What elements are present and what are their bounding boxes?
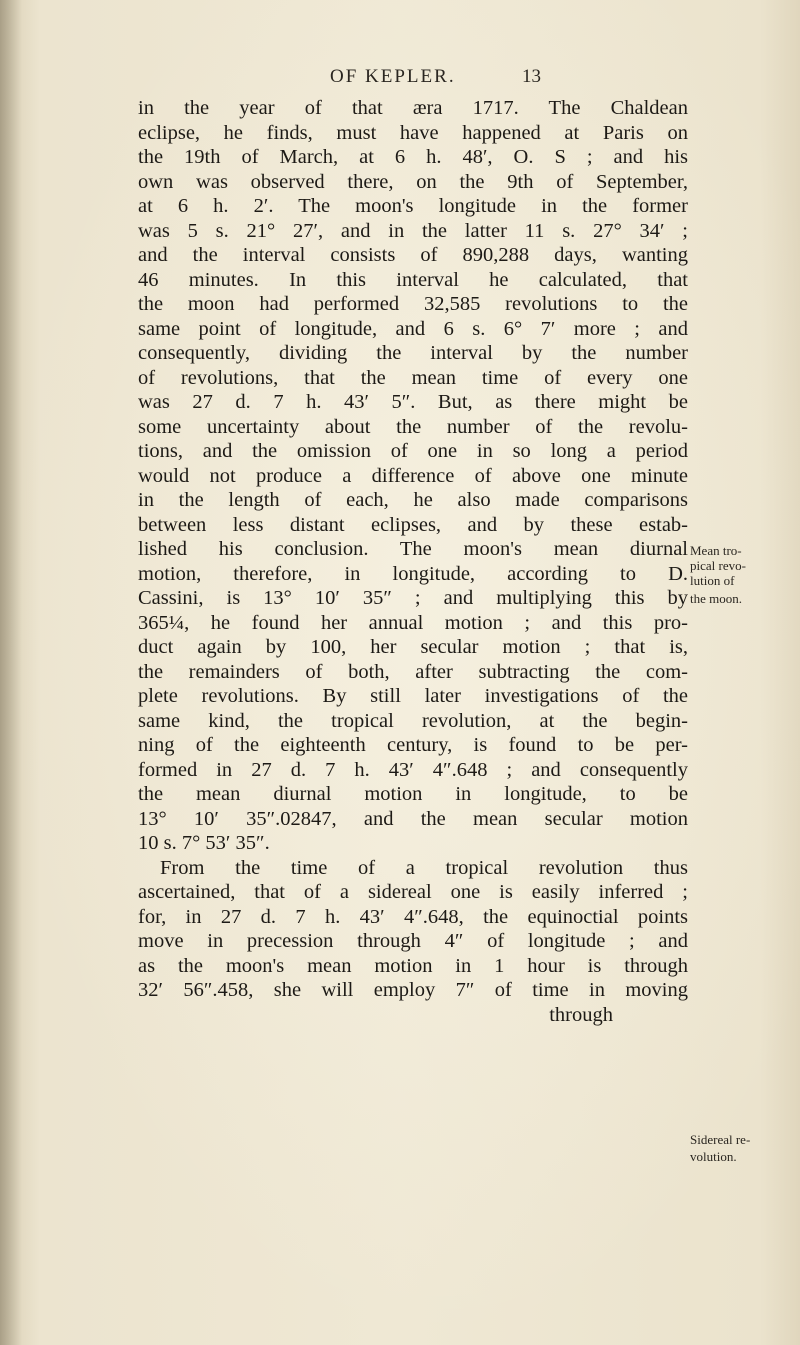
margin-note-line: the moon. [690,591,742,606]
margin-note-line: pical revo- [690,558,746,573]
text-line: in the year of that æra 1717. The Chaldean [138,97,688,119]
text-line: 32′ 56″.458, she will employ 7″ of time in moving [138,979,688,1001]
text-line: 13° 10′ 35″.02847, and the mean secular motion [138,807,688,830]
text-line: plete revolutions. By still later investigations of the [138,685,688,707]
text-line: 365¼, he found her annual motion ; and this pro- [138,611,688,634]
text-line: lished his conclusion. The moon's mean diurnal [138,538,688,560]
text-line: for, in 27 d. 7 h. 43′ 4″.648, the equinoctial points [138,905,688,928]
margin-note-line: lution of [690,573,735,588]
text-line: in the length of each, he also made comparisons [138,489,688,511]
text-line: Cassini, is 13° 10′ 35″ ; and multiplying this by [138,587,688,609]
text-line: was 5 s. 21° 27′, and in the latter 11 s. 27° 34′ ; [138,219,688,242]
margin-note-line: Mean tro- [690,543,742,558]
text-line: as the moon's mean motion in 1 hour is through [138,954,688,977]
body-text [138,96,688,1027]
text-line: some uncertainty about the number of the revolu- [138,415,688,438]
text-line: the 19th of March, at 6 h. 48′, O. S ; and his [138,146,688,168]
text-line: between less distant eclipses, and by these estab- [138,513,688,536]
text-line: duct again by 100, her secular motion ; that is, [138,636,688,658]
text-line: same kind, the tropical revolution, at the begin- [138,709,688,732]
text-line: consequently, dividing the interval by the number [138,342,688,364]
text-line: own was observed there, on the 9th of September, [138,170,688,193]
text-line: 46 minutes. In this interval he calculated, that [138,268,688,291]
binding-gutter-shadow [0,0,22,1345]
running-title: OF KEPLER. [330,66,456,87]
text-line: tions, and the omission of one in so long a period [138,440,688,462]
text-line: the mean diurnal motion in longitude, to be [138,783,688,805]
text-line: and the interval consists of 890,288 days, wanting [138,244,688,266]
margin-note-line: Sidereal re- [690,1132,751,1147]
running-head [0,66,800,96]
text-line: eclipse, he finds, must have happened at Paris on [138,121,688,144]
margin-note-line: volution. [690,1149,737,1164]
text-line: would not produce a difference of above one minute [138,464,688,487]
text-line: at 6 h. 2′. The moon's longitude in the former [138,195,688,217]
paragraph-start-line: From the time of a tropical revolution thus [160,856,688,879]
text-line: the moon had performed 32,585 revolutions to the [138,293,688,315]
text-line: ning of the eighteenth century, is found to be per- [138,734,688,756]
catchword: through [549,1003,613,1026]
text-line: of revolutions, that the mean time of every one [138,366,688,389]
text-line: ascertained, that of a sidereal one is easily inferred ; [138,881,688,903]
text-line: formed in 27 d. 7 h. 43′ 4″.648 ; and consequently [138,758,688,781]
text-line: motion, therefore, in longitude, according to D. [138,562,688,585]
text-line: same point of longitude, and 6 s. 6° 7′ more ; and [138,317,688,340]
text-line: 10 s. 7° 53′ 35″. [138,832,270,854]
text-line: move in precession through 4″ of longitude ; and [138,930,688,952]
text-line: the remainders of both, after subtracting the com- [138,660,688,683]
page-number: 13 [522,66,541,87]
text-line: was 27 d. 7 h. 43′ 5″. But, as there might be [138,391,688,413]
